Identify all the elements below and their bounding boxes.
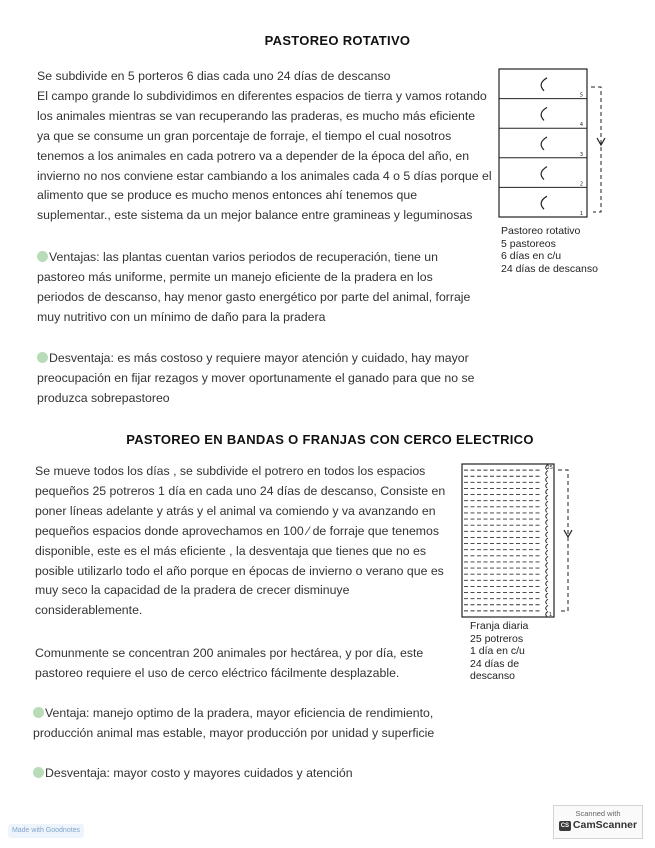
desventaja-line: Desventaja: mayor costo y mayores cuidados y atención xyxy=(45,766,353,780)
strip-mark-icon xyxy=(546,611,548,616)
caption-line: Franja diaria xyxy=(470,620,529,632)
strip-field-outline xyxy=(462,464,554,617)
camscanner-label: CamScanner xyxy=(572,819,638,831)
text-line: disponible, este es el más eficiente , la desventaja que tienes que no es xyxy=(35,543,427,558)
section1-title: PASTOREO ROTATIVO xyxy=(264,33,411,48)
paddock-number: 3 xyxy=(579,151,583,158)
section2-body xyxy=(35,462,445,621)
camscanner-name xyxy=(554,819,642,831)
section2-ventaja xyxy=(33,704,434,744)
text-line: pastoreo más uniforme, permite un manejo eficiente de la pradera en los xyxy=(37,269,433,284)
section2-title: PASTOREO EN BANDAS O FRANJAS CON CERCO ELECTRICO xyxy=(126,432,534,447)
text-line: invierno no nos conviene estar cambiando a los animales cada 4 o 5 días porque el xyxy=(37,168,492,183)
strip-bottom-number: 1 xyxy=(548,612,552,618)
camscanner-watermark xyxy=(553,805,643,839)
ventaja-line: Ventaja: manejo optimo de la pradera, mayor eficiencia de rendimiento, xyxy=(45,706,434,720)
text-line: producción animal mas estable, mayor producción por unidad y superficie xyxy=(33,725,435,740)
goodnotes-badge: Made with Goodnotes xyxy=(8,824,84,838)
caption-line: 5 pastoreos xyxy=(501,237,556,250)
grazing-mark-icon xyxy=(541,167,547,180)
text-line: posible utilizarlo todo el año porque en épocas de invierno o verano que es xyxy=(35,563,444,578)
text-line: los animales mientras se van recuperando las praderas, es mucho más eficiente xyxy=(37,108,476,123)
strip-mark-icon xyxy=(546,550,548,555)
strip-mark-icon xyxy=(546,477,548,482)
text-line xyxy=(37,248,470,268)
section1-desventaja xyxy=(37,349,475,409)
caption-line: 1 día en c/u xyxy=(470,645,525,657)
text-line: preocupación en fijar rezagos y mover oportunamente el ganado para que no se xyxy=(37,370,475,385)
strip-mark-icon xyxy=(546,538,548,543)
strip-mark-icon xyxy=(546,471,548,476)
bullet-dot xyxy=(37,352,48,363)
strip-mark-icon xyxy=(546,556,548,561)
strip-mark-icon xyxy=(546,587,548,592)
rotational-paddock-diagram xyxy=(495,66,610,222)
ventajas-line: Ventajas: las plantas cuentan varios periodos de recuperación, tiene un xyxy=(49,250,438,264)
strip-mark-icon xyxy=(546,569,548,574)
strip-mark-icon xyxy=(546,581,548,586)
camscanner-top-text: Scanned with xyxy=(575,809,621,818)
strip-mark-icon xyxy=(546,599,548,604)
text-line: Se subdivide en 5 porteros 6 dias cada uno 24 días de descanso xyxy=(37,69,391,83)
camscanner-logo-icon: CS xyxy=(560,823,570,829)
strip-mark-icon xyxy=(546,501,548,506)
strip-mark-icon xyxy=(546,532,548,537)
text-line xyxy=(33,764,353,784)
text-line xyxy=(37,349,475,369)
text-line: tenemos a los animales en cada potrero va a depender de la época del año, en xyxy=(37,148,470,163)
bullet-dot xyxy=(33,767,44,778)
text-line: produzca sobrepastoreo xyxy=(37,390,170,405)
text-line: pequeños espacios donde aprovechamos en 100 ⁄ de forraje que tenemos xyxy=(35,523,440,538)
grazing-mark-icon xyxy=(541,107,547,120)
strip-mark-icon xyxy=(546,520,548,525)
text-line xyxy=(33,704,434,724)
bullet-dot xyxy=(33,707,44,718)
paddock-field-outline xyxy=(499,69,587,217)
paddock-number: 5 xyxy=(579,92,583,99)
text-line: alimento que se produce es mucho menos entonces ahí tenemos que xyxy=(37,188,418,203)
text-line: poner líneas adelante y atrás y el animal va comiendo y va avanzando en xyxy=(35,503,436,518)
strip-mark-icon xyxy=(546,526,548,531)
strip-mark-icon xyxy=(546,544,548,549)
paddock-number: 1 xyxy=(579,211,583,217)
strip-top-number: 25 xyxy=(546,465,553,471)
text-line: suplementar., este sistema da un mejor balance entre gramineas y leguminosas xyxy=(37,208,473,223)
caption-line: 6 días en c/u xyxy=(501,250,562,262)
strip-mark-icon xyxy=(546,514,548,519)
text-line: pastoreo requiere el uso de cerco eléctrico fácilmente desplazable. xyxy=(35,665,400,680)
strip-mark-icon xyxy=(546,562,548,567)
text-line: periodos de descanso, hay menor gasto energético por parte del animal, forraje xyxy=(37,289,471,304)
caption-line: Pastoreo rotativo xyxy=(501,225,581,237)
section2-density xyxy=(35,644,423,684)
strip-mark-icon xyxy=(546,593,548,598)
section2-desventaja xyxy=(33,764,353,784)
grazing-mark-icon xyxy=(541,137,547,150)
grazing-mark-icon xyxy=(541,196,547,209)
strip-grazing-diagram xyxy=(458,460,578,620)
strip-rotation-bracket xyxy=(558,470,568,611)
caption-line: descanso xyxy=(470,670,515,682)
strip-mark-icon xyxy=(546,575,548,580)
text-line: considerablemente. xyxy=(35,603,143,618)
text-line: Comunmente se concentran 200 animales por hectárea, y por día, este xyxy=(35,646,424,660)
section1-diagram-caption xyxy=(501,225,598,275)
caption-line: 25 potreros xyxy=(470,632,524,645)
text-line: ya que se consume un gran porcentaje de forraje, el tiempo el cual nosotros xyxy=(37,128,452,143)
strip-mark-icon xyxy=(546,495,548,500)
text-line: El campo grande lo subdividimos en diferentes espacios de tierra y vamos rotando xyxy=(37,88,487,103)
section2-diagram-caption xyxy=(470,620,528,683)
paddock-number: 4 xyxy=(579,122,583,129)
strip-mark-icon xyxy=(546,483,548,488)
text-line: Se mueve todos los días , se subdivide el potrero en todos los espacios xyxy=(35,464,426,478)
text-line: pequeños 25 potreros 1 día en cada uno 24 días de descanso, Consiste en xyxy=(35,483,446,498)
grazing-mark-icon xyxy=(541,78,547,91)
strip-mark-icon xyxy=(546,507,548,512)
text-line: muy seco la capacidad de la pradera de crecer disminuye xyxy=(35,583,350,598)
caption-line: 24 días de xyxy=(470,657,520,670)
strip-mark-icon xyxy=(546,489,548,494)
text-line: muy nutritivo con un mínimo de daño para la pradera xyxy=(37,309,326,324)
bullet-dot xyxy=(37,251,48,262)
section1-body xyxy=(37,67,492,226)
paddock-number: 2 xyxy=(579,181,583,188)
caption-line: 24 días de descanso xyxy=(501,262,598,275)
strip-mark-icon xyxy=(546,605,548,610)
desventaja-line: Desventaja: es más costoso y requiere mayor atención y cuidado, hay mayor xyxy=(49,351,469,365)
rotation-bracket xyxy=(591,87,601,212)
section1-ventajas xyxy=(37,248,470,328)
